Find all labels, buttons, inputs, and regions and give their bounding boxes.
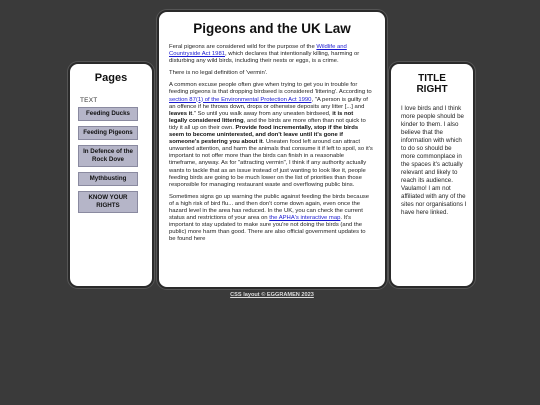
link-apha-map[interactable]: the APHA's interactive map [269,215,341,222]
link-wildlife-act[interactable]: Wildlife and Countryside Act 1981 [169,44,347,58]
right-title-line2: RIGHT [416,84,448,95]
nav-defence-rock-dove[interactable]: In Defence of the Rock Dove [78,145,138,167]
bold-text: it is not legally considered littering [169,110,354,124]
right-text: I love birds and I think more people should be kinder to them. I also believe that the information with which to do so should be more commonplace in the spaces it's actually relevant and likely to reach its audience. Vaulamo! I am not affiliated with any of the sites nor organisations I have here linked. [401,105,467,216]
text: , "A person is guilty of an offence if he throws down, drops or otherwise deposits any litter [...] and [169,96,368,110]
sidebar-text: TEXT [80,97,98,104]
footer [157,292,387,298]
text: Feral pigeons are considered wild for the purpose of the [169,44,317,50]
nav-mythbusting[interactable]: Mythbusting [78,172,138,186]
text: , and the birds are more often than not quick to tidy it all up on their own. [169,117,366,131]
paragraph-wildlife-act [169,44,373,65]
bold-text: leaves it [169,110,193,117]
sidebar-title: Pages [94,72,128,84]
link-environmental-protection-act[interactable]: section 87(1) of the Environmental Protection Act 1990 [169,96,312,103]
nav-feeding-ducks[interactable]: Feeding Ducks [78,107,138,121]
text: , which declares that intentionally killing, harming or disturbing any wild birds, including their nests or eggs, is a crime. [169,51,360,65]
bold-text: Provide food incrementally, stop if the birds seem to become uninterested, and don't leave until it's gone if someone's pestering you about it [169,124,359,146]
main-content [157,10,387,289]
pages-sidebar [68,62,154,288]
nav-feeding-pigeons[interactable]: Feeding Pigeons [78,126,138,140]
text: ." So until you walk away from any uneaten birdseed, [192,110,333,117]
right-title [391,73,473,95]
paragraph-littering [169,82,373,188]
sidebar-nav [78,107,152,213]
footer-credit-link[interactable]: CSS layout © EGGRAMEN 2023 [230,292,314,298]
text: Sometimes signs go up warning the public against feeding the birds because of a high risk of bird flu... and then don't come down again, even once the hazard level in the area has reduced. In the UK, you can check the current status and restrictions of your area on [169,193,370,222]
text: A common excuse people often give when trying to get you in trouble for feeding pigeons is that dropping birdseed is considered 'littering'. According to [169,82,372,96]
text: . It's important to stay updated to make sure you're not doing the birds (and the public) more harm than good. There are also official government updates to be found here [169,215,366,243]
nav-know-your-rights[interactable]: KNOW YOUR RIGHTS [78,191,138,213]
right-sidebar [389,62,475,288]
paragraph-bird-flu [169,194,373,244]
page-title: Pigeons and the UK Law [193,21,351,36]
text: . Uneaten food left around can attract unwanted attention, and harm the animals that consume it if left to spoil, so it's important to not offer more than the birds can finish in a reasonable timeframe, anyway. As for "attracting vermin", I think if any authority actually wants to tackle that as an issue instead of just wanting to look like it, people feeding birds are going to be much lower on the list of priorities than those responsible for managing restaurant waste and overflowing public bins. [169,139,373,188]
article-body [159,44,385,243]
paragraph-vermin: There is no legal definition of 'vermin'. [169,70,268,77]
right-title-line1: TITLE [418,73,446,84]
